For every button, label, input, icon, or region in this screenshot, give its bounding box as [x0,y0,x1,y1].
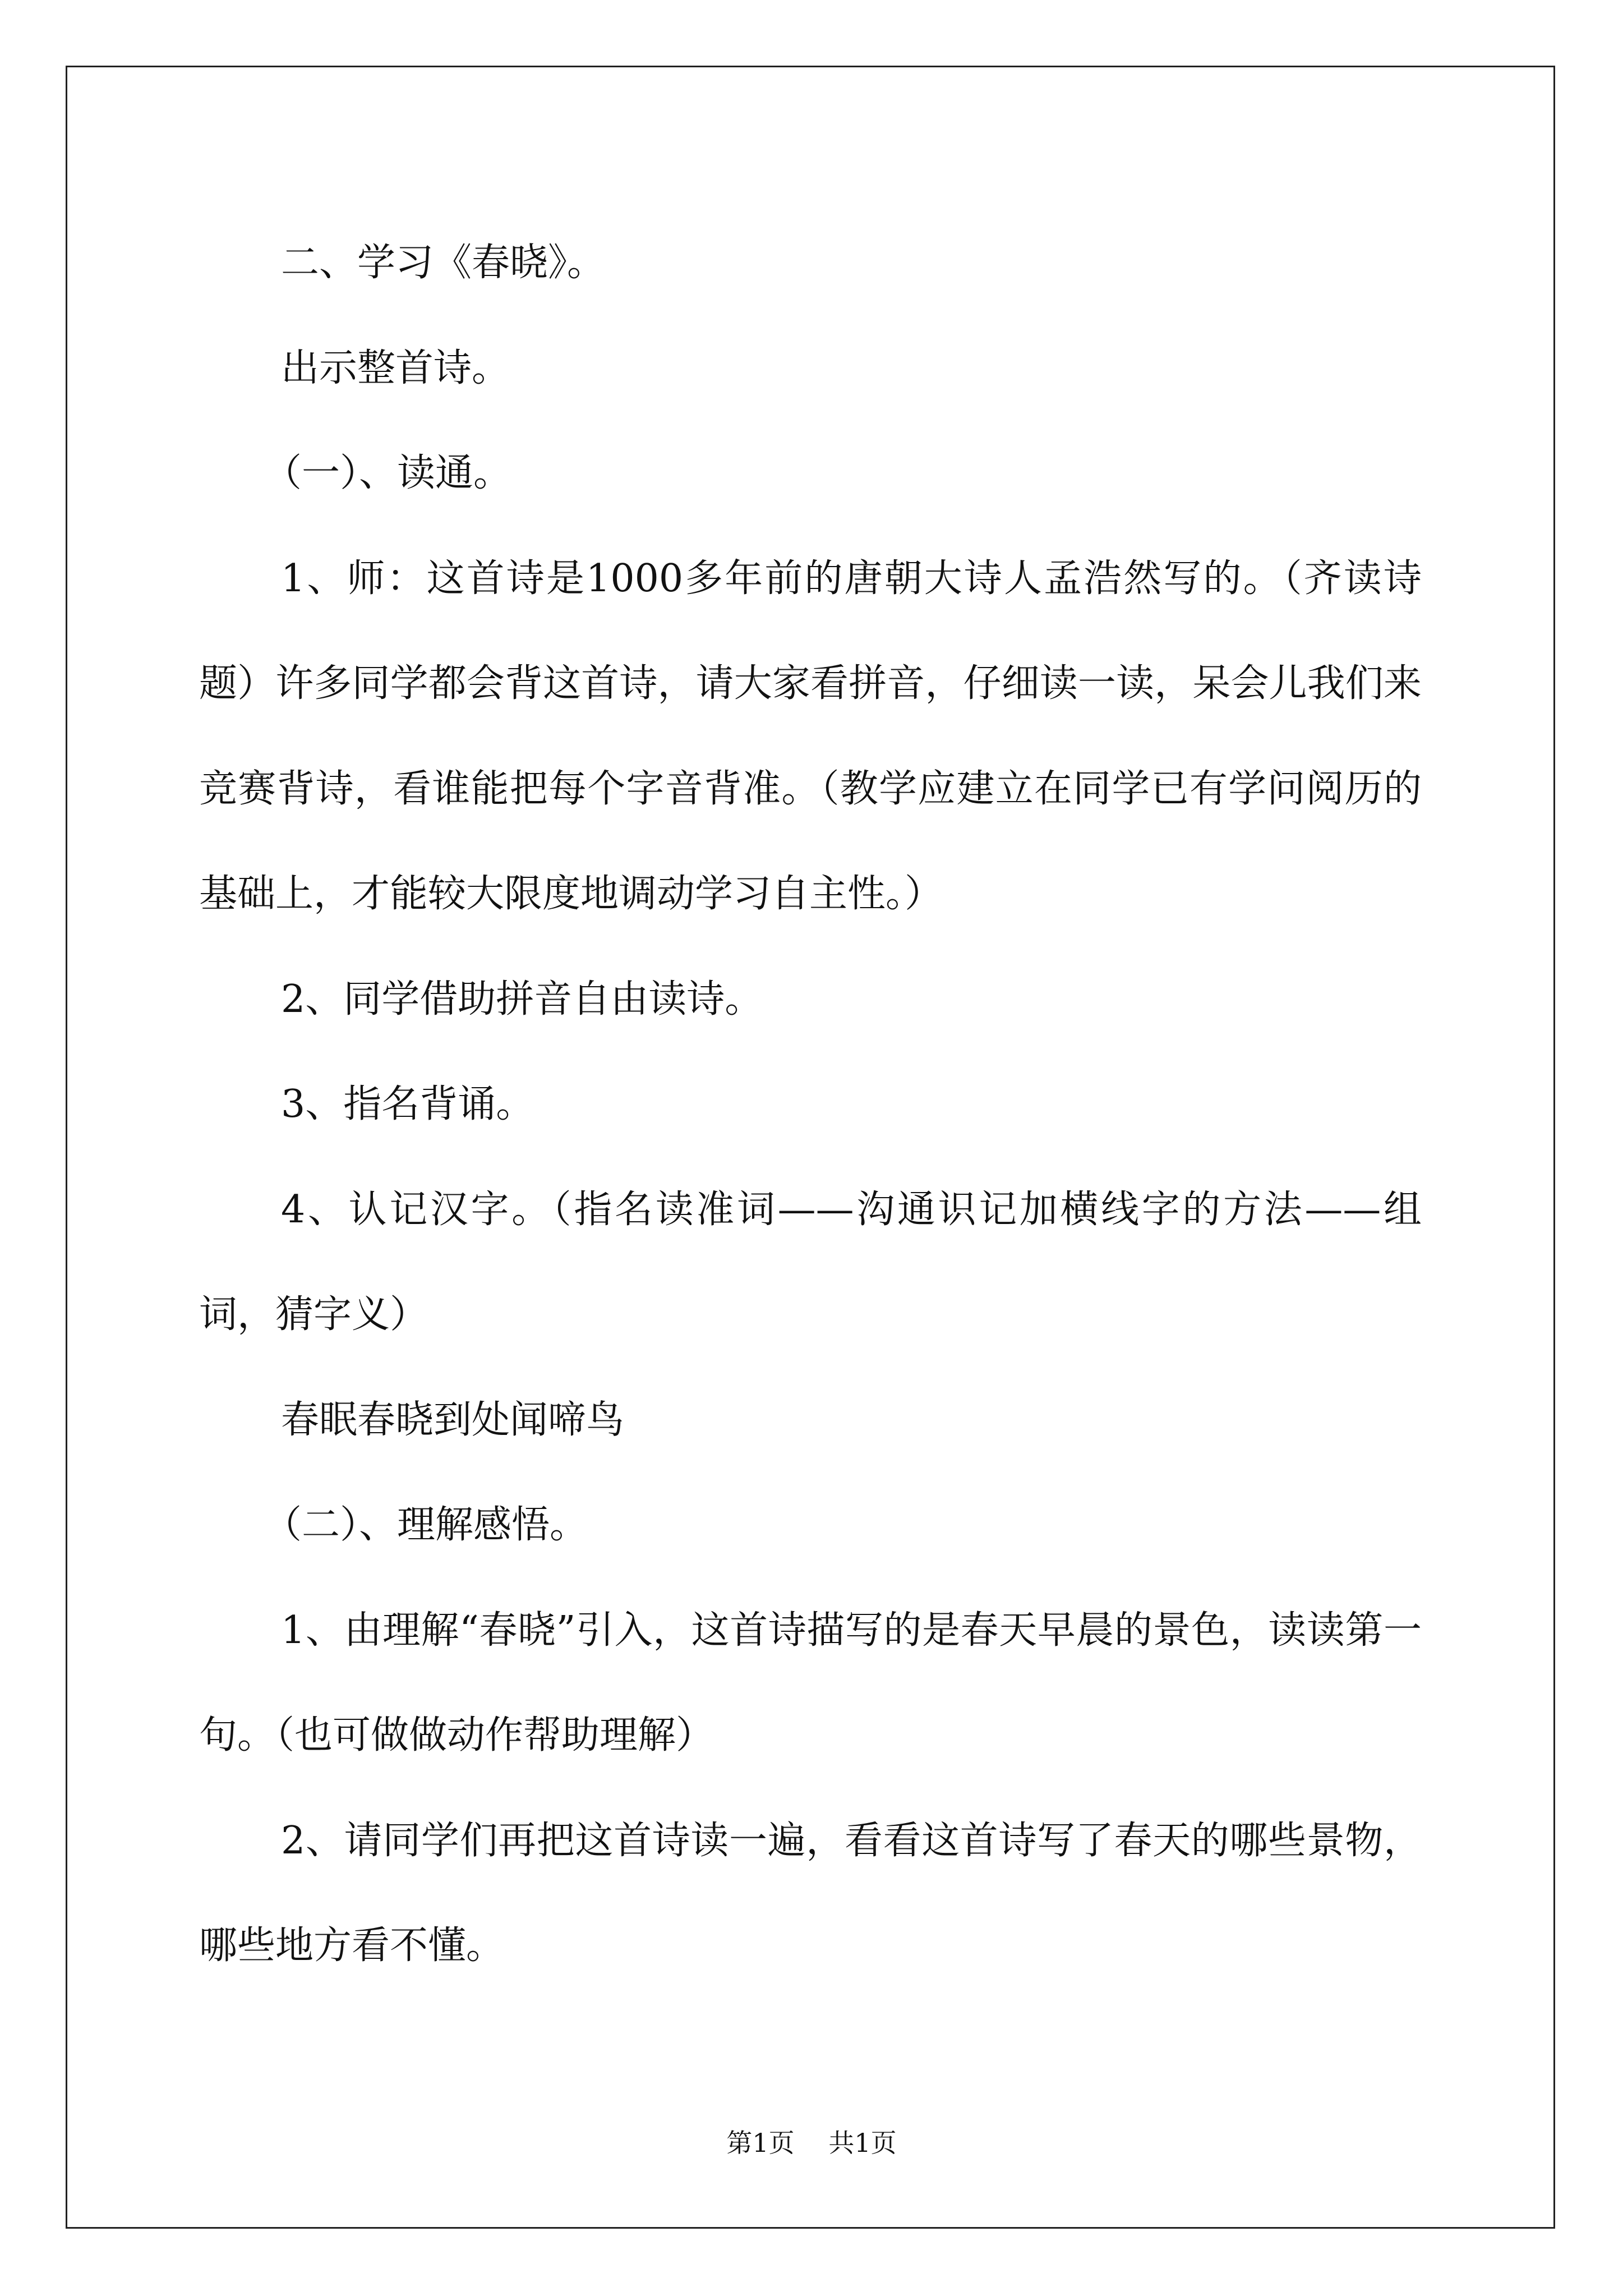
paragraph: 4、认记汉字。（指名读准词——沟通识记加横线字的方法——组词，猜字义） [199,1187,1422,1337]
section-heading: 二、学习《春晓》。 [281,241,606,285]
paragraph: 2、请同学们再把这首诗读一遍，看看这首诗写了春天的哪些景物，哪些地方看不懂。 [199,1818,1422,1968]
page-footer [0,2126,1623,2160]
document-body [199,210,1422,1999]
paragraph: 出示整首诗。 [281,346,510,390]
paragraph: 1、师：这首诗是1000多年前的唐朝大诗人孟浩然写的。（齐读诗题）许多同学都会背这首诗，请大家看拼音，仔细读一读，呆会儿我们来竞赛背诗，看谁能把每个字音背准。（教学应建立在同学已有学问阅历的基础上，才能较大限度地调动学习自主性。） [199,556,1422,916]
paragraph: 2、同学借助拼音自由读诗。 [281,977,763,1022]
page-number: 第1页 [726,2128,795,2158]
paragraph: 春眠春晓到处闻啼鸟 [281,1397,625,1442]
paragraph: 3、指名背诵。 [281,1082,534,1126]
page-total: 共1页 [828,2128,897,2158]
paragraph: 1、由理解“春晓”引入，这首诗描写的是春天早晨的景色，读读第一句。（也可做做动作帮助理解） [199,1608,1422,1757]
subsection-heading: （二）、理解感悟。 [264,1503,588,1547]
subsection-heading: （一）、读通。 [264,451,512,495]
